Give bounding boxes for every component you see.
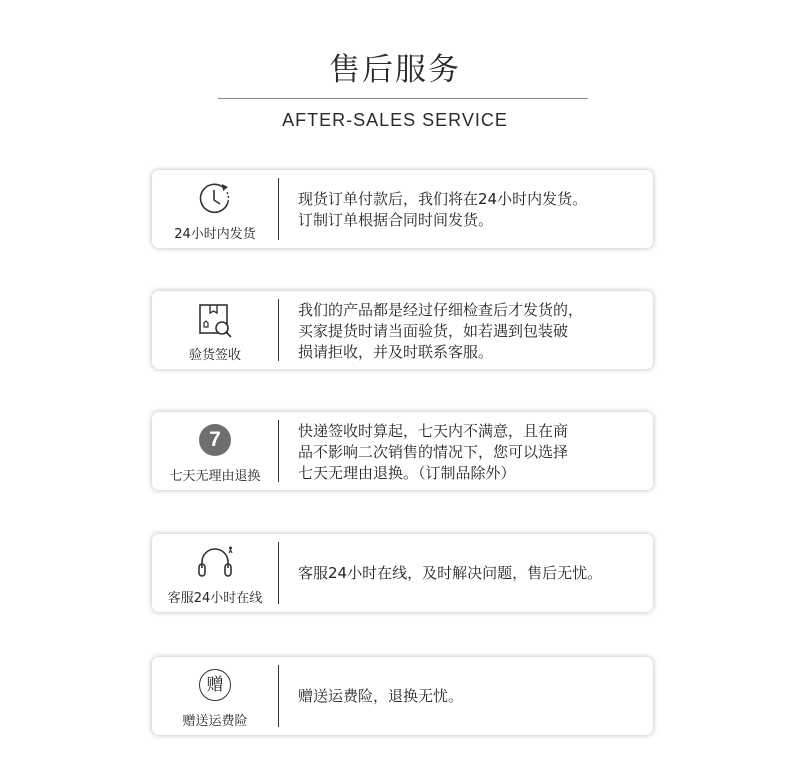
card-description bbox=[298, 686, 635, 707]
description-line: 快递签收时算起，七天内不满意，且在商 bbox=[298, 422, 569, 440]
description-line: 赠送运费险，退换无忧。 bbox=[298, 687, 464, 705]
card-description bbox=[298, 300, 635, 363]
card-separator bbox=[278, 178, 279, 240]
card-separator bbox=[278, 665, 279, 727]
card-icon-area bbox=[152, 657, 278, 735]
service-card-support bbox=[152, 534, 653, 612]
description-line: 我们的产品都是经过仔细检查后才发货的， bbox=[298, 301, 584, 319]
card-icon-area bbox=[152, 170, 278, 248]
card-icon-area bbox=[152, 534, 278, 612]
service-card-shipping bbox=[152, 170, 653, 248]
headset-icon bbox=[195, 542, 235, 582]
page-subtitle: AFTER-SALES SERVICE bbox=[282, 110, 508, 130]
clock-arrow-icon bbox=[195, 178, 235, 218]
title-divider bbox=[218, 98, 588, 99]
seven-badge-icon: 7 bbox=[199, 424, 231, 456]
description-line: 买家提货时请当面验货，如若遇到包装破 bbox=[298, 322, 569, 340]
description-line: 损请拒收，并及时联系客服。 bbox=[298, 343, 494, 361]
card-separator bbox=[278, 299, 279, 361]
service-card-inspection bbox=[152, 291, 653, 369]
card-separator bbox=[278, 542, 279, 604]
card-description bbox=[298, 189, 635, 231]
card-label: 客服24小时在线 bbox=[167, 591, 263, 606]
card-label: 七天无理由退换 bbox=[169, 469, 261, 484]
description-line: 订制订单根据合同时间发货。 bbox=[298, 211, 494, 229]
card-label: 验货签收 bbox=[188, 348, 241, 363]
card-label: 赠送运费险 bbox=[182, 714, 248, 729]
card-description bbox=[298, 421, 635, 484]
description-line: 现货订单付款后，我们将在24小时内发货。 bbox=[298, 190, 588, 208]
description-line: 客服24小时在线，及时解决问题，售后无忧。 bbox=[298, 564, 603, 582]
card-separator bbox=[278, 420, 279, 482]
page-title: 售后服务 bbox=[329, 52, 461, 88]
gift-circle-icon: 赠 bbox=[199, 669, 231, 701]
card-icon-area bbox=[152, 291, 278, 369]
card-label: 24小时内发货 bbox=[174, 227, 256, 242]
card-description bbox=[298, 563, 635, 584]
service-card-return bbox=[152, 412, 653, 490]
package-inspect-icon bbox=[195, 299, 235, 339]
service-card-insurance bbox=[152, 657, 653, 735]
card-icon-area bbox=[152, 412, 278, 490]
description-line: 品不影响二次销售的情况下，您可以选择 bbox=[298, 443, 569, 461]
description-line: 七天无理由退换。（订制品除外） bbox=[298, 464, 516, 482]
